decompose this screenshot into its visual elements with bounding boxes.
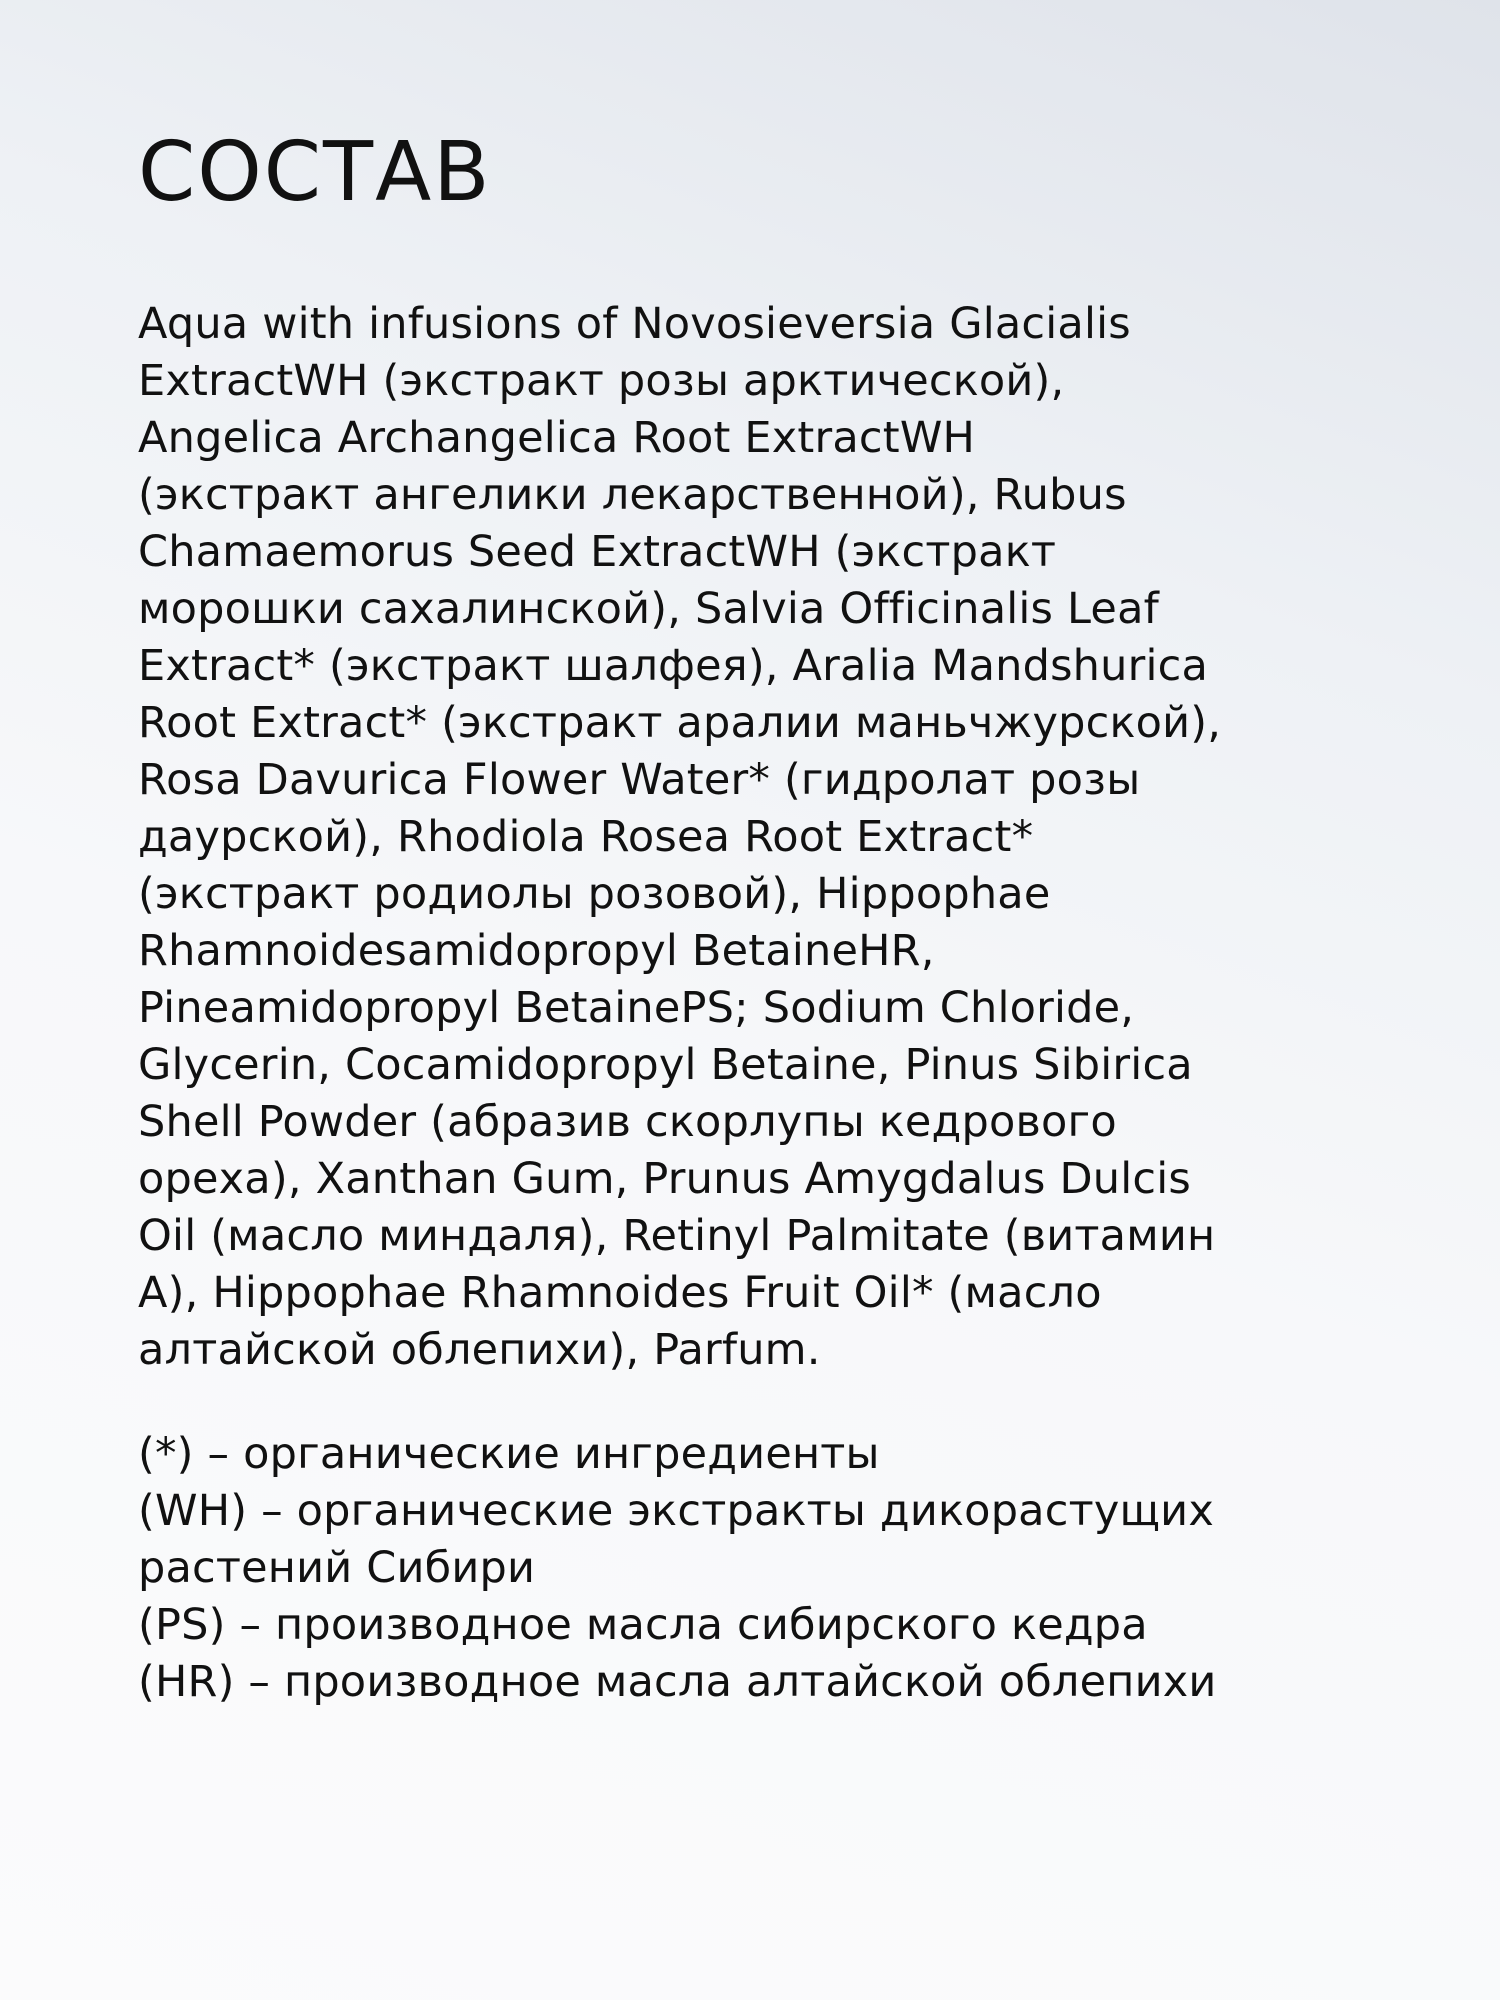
legend-item-sea-buckthorn-derivative: (HR) – производное масла алтайской облепихи bbox=[138, 1657, 1217, 1707]
legend-item-organic: (*) – органические ингредиенты bbox=[138, 1429, 880, 1479]
legend-item-cedar-derivative: (PS) – производное масла сибирского кедра bbox=[138, 1600, 1148, 1650]
legend bbox=[138, 1426, 1378, 1711]
legend-item-wild-extracts: (WH) – органические экстракты дикорастущих растений Сибири bbox=[138, 1486, 1214, 1593]
page-title: СОСТАВ bbox=[138, 125, 492, 220]
ingredients-list: Aqua with infusions of Novosieversia Glacialis ExtractWH (экстракт розы арктической), Angelica Archangelica Root ExtractWH (экстракт ангелики лекарственной), Rubus Chamaemorus Seed ExtractWH (экстракт морошки сахалинской), Salvia Officinalis Leaf Extract* (экстракт шалфея), Aralia Mandshurica Root Extract* (экстракт аралии маньчжурской), Rosa Davurica Flower Water* (гидролат розы даурской), Rhodiola Rosea Root Extract* (экстракт родиолы розовой), Hippophae Rhamnoidesamidopropyl BetaineHR, Pineamidopropyl BetainePS; Sodium Chloride, Glycerin, Cocamidopropyl Betaine, Pinus Sibirica Shell Powder (абразив скорлупы кедрового ореха), Xanthan Gum, Prunus Amygdalus Dulcis Oil (масло миндаля), Retinyl Palmitate (витамин A), Hippophae Rhamnoides Fruit Oil* (масло алтайской облепихи), Parfum. bbox=[138, 299, 1222, 1375]
